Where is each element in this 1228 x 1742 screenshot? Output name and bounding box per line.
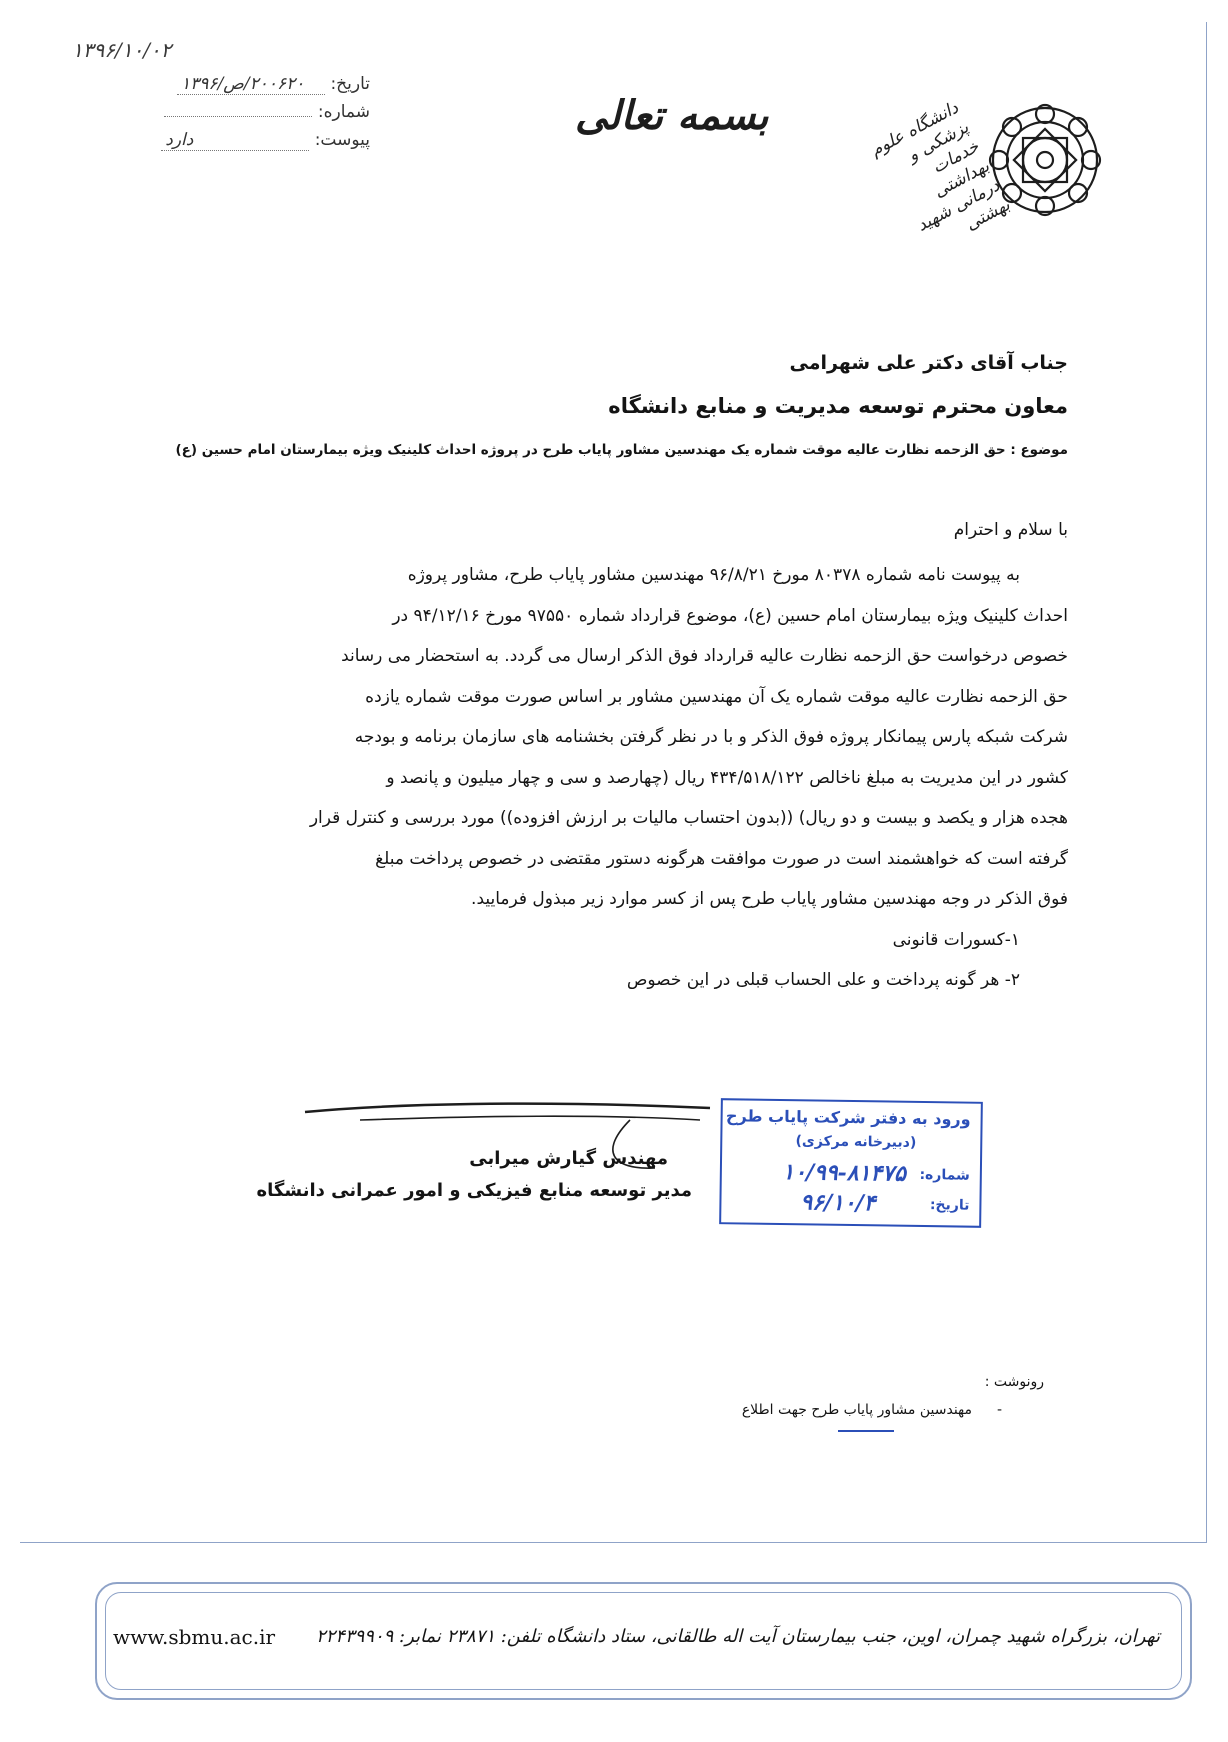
body-line: کشور در این مدیریت به مبلغ ناخالص ۴۳۴/۵۱۸/۱۲۲ ریال (چهارصد و سی و چهار میلیون و پانصد و xyxy=(386,767,1068,788)
cc-label: رونوشت : xyxy=(984,1374,1044,1390)
attachment-value: دارد xyxy=(161,130,309,151)
number-value xyxy=(164,116,312,117)
cc-recipient: مهندسین مشاور پایاب طرح جهت اطلاع xyxy=(741,1402,972,1418)
letter-subject: موضوع : حق الزحمه نظارت عالیه موقت شماره یک مهندسین مشاور پایاب طرح در پروژه احداث کلینیک ویژه بیمارستان امام حسین (ع) xyxy=(175,442,1068,458)
bismillah-heading: بسمه تعالی xyxy=(575,92,769,139)
cc-underline xyxy=(838,1430,894,1432)
letter-number-row xyxy=(164,102,370,122)
stamp-number-value: ۱۰/۹۹-۸۱۴۷۵ xyxy=(782,1159,907,1187)
body-line: خصوص درخواست حق الزحمه نظارت عالیه قرارداد فوق الذکر ارسال می گردد. به استحضار می رساند xyxy=(341,646,1068,666)
body-line: حق الزحمه نظارت عالیه موقت شماره یک آن مهندسین مشاور بر اساس صورت موقت شماره یازده xyxy=(365,686,1068,707)
letter-body xyxy=(163,555,1068,1001)
footer-address: تهران، بزرگراه شهید چمران، اوین، جنب بیمارستان آیت اله طالقانی، ستاد دانشگاه تلفن: ۲۳۸۷۱ نمابر: ۲۲۴۳۹۹۰۹ xyxy=(315,1626,1160,1647)
greeting: با سلام و احترام xyxy=(953,520,1068,540)
university-name: دانشگاه علوم پزشکی و خدمات بهداشتی درمانی شهید بهشتی xyxy=(867,97,1014,236)
body-line: شرکت شبکه پارس پیمانکار پروژه فوق الذکر و با در نظر گرفتن بخشنامه های سازمان برنامه و بودجه xyxy=(354,727,1068,747)
stamp-number-label: شماره: xyxy=(919,1166,970,1184)
letter-date-row xyxy=(177,74,370,95)
footer-box xyxy=(95,1582,1192,1700)
stamp-date-value: ۹۶/۱۰/۴ xyxy=(800,1189,876,1217)
stamp-title: ورود به دفتر شرکت پایاب طرح xyxy=(725,1106,971,1129)
stamp-subtitle: (دبیرخانه مرکزی) xyxy=(795,1133,917,1151)
cc-dash: - xyxy=(996,1402,1002,1418)
body-line: به پیوست نامه شماره ۸۰۳۷۸ مورخ ۹۶/۸/۲۱ مهندسین مشاور پایاب طرح، مشاور پروژه xyxy=(407,565,1020,585)
attachment-label: پیوست: xyxy=(314,130,370,150)
addressee-title: معاون محترم توسعه مدیریت و منابع دانشگاه xyxy=(608,394,1068,418)
reception-stamp xyxy=(719,1098,983,1228)
list-item: ۲- هر گونه پرداخت و علی الحساب قبلی در این خصوص xyxy=(626,970,1020,990)
signatory-position: مدیر توسعه منابع فیزیکی و امور عمرانی دانشگاه xyxy=(256,1180,692,1201)
body-line: گرفته است که خواهشمند است در صورت موافقت هرگونه دستور مقتضی در خصوص پرداخت مبلغ xyxy=(375,848,1068,869)
footer-website-link[interactable]: www.sbmu.ac.ir xyxy=(113,1625,276,1649)
body-line: احداث کلینیک ویژه بیمارستان امام حسین (ع)، موضوع قرارداد شماره ۹۷۵۵۰ مورخ ۹۴/۱۲/۱۶ در xyxy=(392,605,1068,626)
body-line: هجده هزار و یکصد و بیست و دو ریال) ((بدون احتساب مالیات بر ارزش افزوده)) مورد بررسی و کنترل قرار xyxy=(309,808,1068,828)
list-item: ۱-کسورات قانونی xyxy=(892,929,1020,950)
addressee-name: جناب آقای دکتر علی شهرامی xyxy=(789,352,1068,374)
stamp-date-label: تاریخ: xyxy=(929,1197,970,1214)
signatory-name: مهندس گیارش میرابی xyxy=(469,1148,668,1169)
date-label: تاریخ: xyxy=(330,74,370,94)
number-label: شماره: xyxy=(317,102,370,122)
date-value: ۲۰۰۶۲۰/ص/۱۳۹۶ xyxy=(177,74,325,95)
body-line: فوق الذکر در وجه مهندسین مشاور پایاب طرح پس از کسر موارد زیر مبذول فرمایید. xyxy=(471,889,1068,909)
letter-attachment-row xyxy=(161,130,370,151)
handwritten-date: ۱۳۹۶/۱۰/۰۲ xyxy=(72,38,172,62)
